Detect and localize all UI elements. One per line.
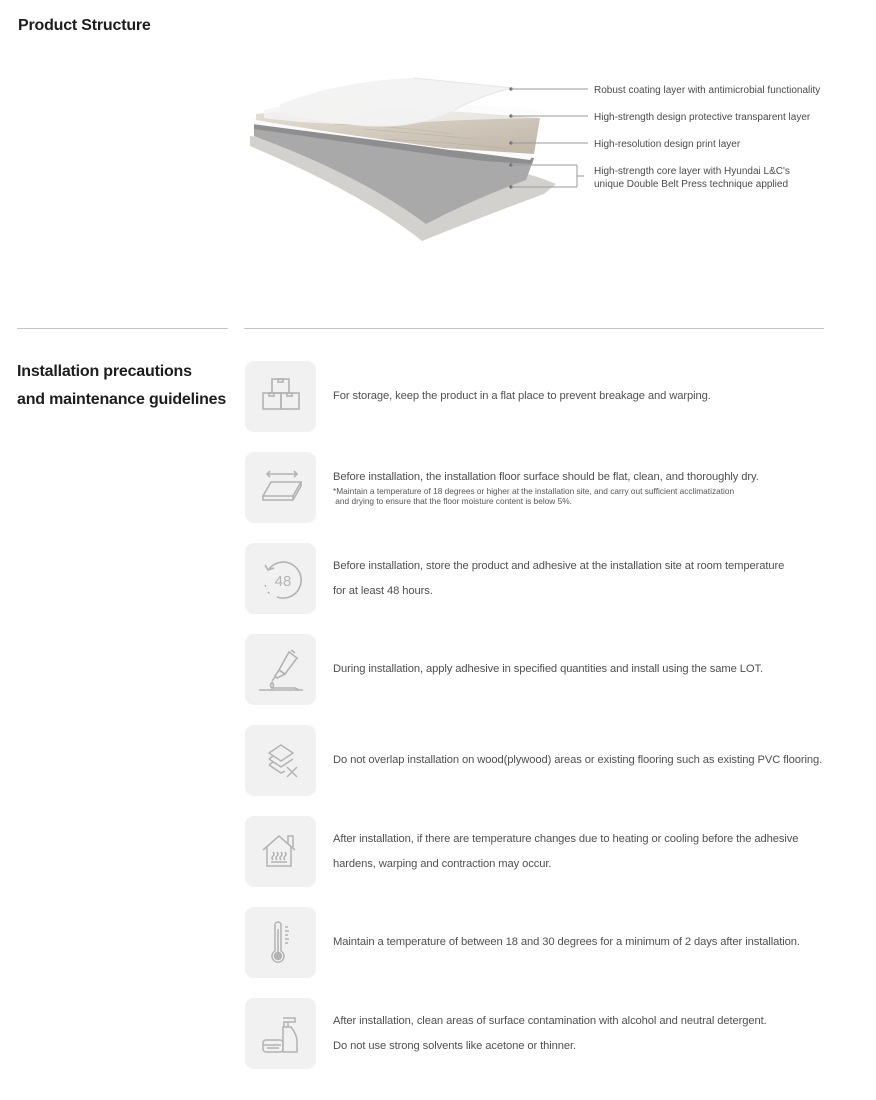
guideline-item xyxy=(245,725,865,797)
boxes-icon xyxy=(245,361,316,432)
guideline-text: hardens, warping and contraction may occur. xyxy=(333,857,552,870)
no-overlap-layers-icon xyxy=(245,725,316,796)
guidelines-title xyxy=(17,358,226,414)
section-divider-left xyxy=(17,328,228,329)
guideline-text: Do not overlap installation on wood(plywood) areas or existing flooring such as existing PVC flooring. xyxy=(333,754,823,766)
flat-floor-icon xyxy=(245,452,316,523)
guideline-text: After installation, if there are temperature changes due to heating or cooling before the adhesive xyxy=(333,832,799,845)
guideline-item xyxy=(245,816,865,888)
callout-core-layer-line2: unique Double Belt Press technique applied xyxy=(594,179,789,190)
48-hours-icon xyxy=(245,543,316,614)
guideline-note: *Maintain a temperature of 18 degrees or higher at the installation site, and carry out sufficient acclimatization xyxy=(333,486,735,496)
guideline-text: Maintain a temperature of between 18 and 30 degrees for a minimum of 2 days after installation. xyxy=(333,936,800,948)
spray-cleaner-icon xyxy=(245,998,316,1069)
callout-transparent-layer: High-strength design protective transparent layer xyxy=(594,112,811,123)
product-layers-diagram xyxy=(244,74,844,249)
flooring-layers-illustration xyxy=(244,74,844,249)
48-hours-icon-text: 48 xyxy=(274,572,291,590)
guideline-item xyxy=(245,907,865,979)
product-structure-title: Product Structure xyxy=(18,17,151,34)
guideline-text: for at least 48 hours. xyxy=(333,584,433,597)
section-divider-right xyxy=(244,328,824,329)
guideline-item xyxy=(245,452,865,524)
heated-house-icon xyxy=(245,816,316,887)
guideline-item xyxy=(245,361,865,433)
guideline-note: and drying to ensure that the floor moisture content is below 5%. xyxy=(333,496,572,506)
guideline-text: Before installation, store the product and adhesive at the installation site at room temperature xyxy=(333,559,785,572)
guideline-text: After installation, clean areas of surface contamination with alcohol and neutral detergent. xyxy=(333,1014,767,1027)
guideline-text: Do not use strong solvents like acetone or thinner. xyxy=(333,1039,577,1052)
thermometer-icon xyxy=(245,907,316,978)
guideline-text: For storage, keep the product in a flat place to prevent breakage and warping. xyxy=(333,390,711,402)
guideline-text: Before installation, the installation floor surface should be flat, clean, and thoroughly dry. xyxy=(333,471,759,483)
guidelines-title-line2: and maintenance guidelines xyxy=(17,391,227,408)
guidelines-title-line1: Installation precautions xyxy=(17,363,192,380)
guideline-item xyxy=(245,543,865,615)
guideline-item xyxy=(245,998,865,1070)
callout-coating-layer: Robust coating layer with antimicrobial functionality xyxy=(594,85,821,96)
guideline-item xyxy=(245,634,865,706)
callout-print-layer: High-resolution design print layer xyxy=(594,139,741,150)
adhesive-tube-icon xyxy=(245,634,316,705)
callout-core-layer-line1: High-strength core layer with Hyundai L&C's xyxy=(594,166,790,177)
guideline-text: During installation, apply adhesive in specified quantities and install using the same LOT. xyxy=(333,663,763,675)
